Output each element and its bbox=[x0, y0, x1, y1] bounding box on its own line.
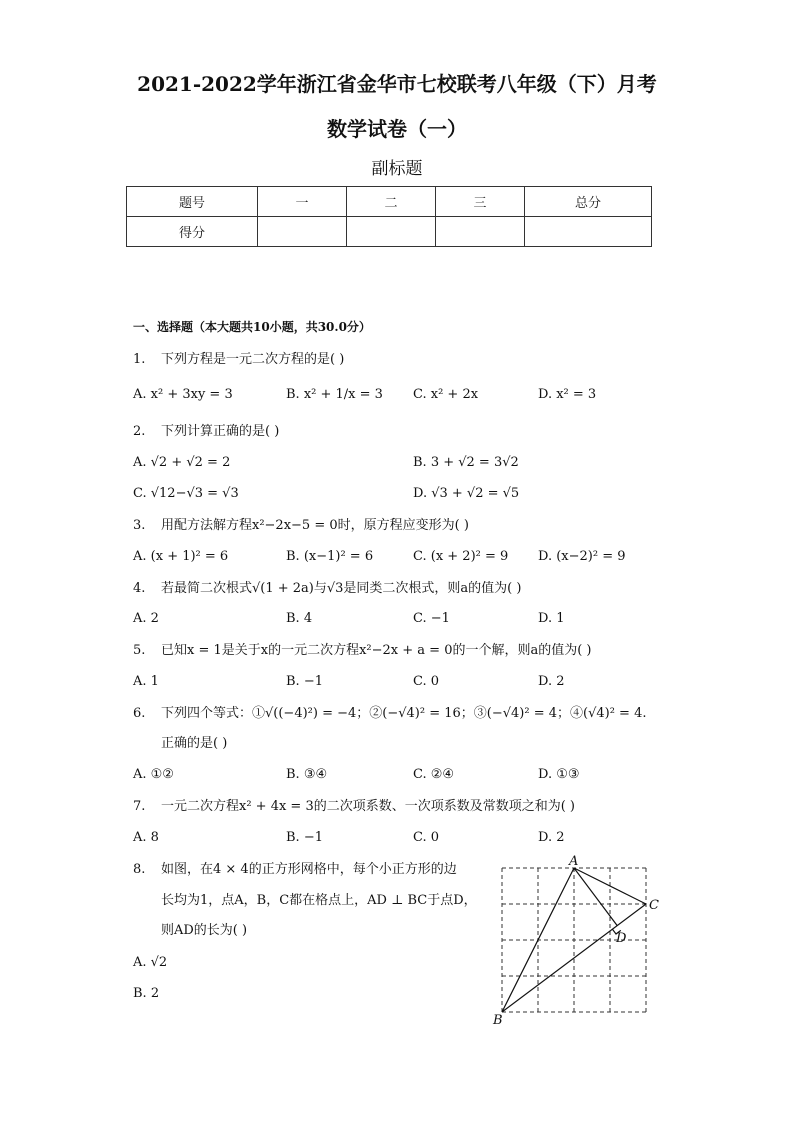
label-d: D bbox=[616, 931, 627, 946]
question-stem-continued: 长均为1，点A，B，C都在格点上，AD ⊥ BC于点D， bbox=[161, 893, 477, 908]
option-b[interactable]: B. 4 bbox=[286, 611, 313, 626]
subtitle: 副标题 bbox=[371, 159, 423, 179]
option-b[interactable]: B. x² + 1/x = 3 bbox=[286, 387, 383, 402]
score-input-cell[interactable] bbox=[258, 217, 347, 247]
table-cell: 三 bbox=[436, 187, 525, 217]
option-c[interactable]: C. 0 bbox=[413, 830, 440, 845]
option-d[interactable]: D. 2 bbox=[538, 674, 565, 689]
option-a[interactable]: A. 8 bbox=[133, 830, 159, 845]
section-heading: 一、选择题（本大题共10小题，共30.0分） bbox=[133, 320, 371, 334]
option-a[interactable]: A. ①② bbox=[133, 767, 174, 782]
option-d[interactable]: D. √3 + √2 = √5 bbox=[413, 486, 520, 501]
question-stem: 若最简二次根式√(1 + 2a)与√3是同类二次根式，则a的值为( ) bbox=[161, 581, 522, 596]
document-title-line2: 数学试卷（一） bbox=[327, 117, 467, 141]
question-number: 7. bbox=[133, 799, 146, 814]
table-cell: 题号 bbox=[127, 187, 258, 217]
option-d[interactable]: D. x² = 3 bbox=[538, 387, 597, 402]
option-a[interactable]: A. √2 + √2 = 2 bbox=[133, 455, 231, 470]
question-number: 2. bbox=[133, 424, 146, 439]
table-cell: 二 bbox=[347, 187, 436, 217]
question-stem-continued: 正确的是( ) bbox=[161, 736, 228, 751]
table-cell: 得分 bbox=[127, 217, 258, 247]
option-c[interactable]: C. x² + 2x bbox=[413, 387, 479, 402]
option-c[interactable]: C. √12−√3 = √3 bbox=[133, 486, 239, 501]
option-a[interactable]: A. 2 bbox=[133, 611, 159, 626]
grid-figure bbox=[488, 850, 668, 1030]
question-stem: 已知x = 1是关于x的一元二次方程x²−2x + a = 0的一个解，则a的值为( ) bbox=[161, 643, 592, 658]
label-a: A bbox=[569, 854, 579, 869]
question-stem: 一元二次方程x² + 4x = 3的二次项系数、一次项系数及常数项之和为( ) bbox=[161, 799, 576, 814]
option-c[interactable]: C. −1 bbox=[413, 611, 450, 626]
question-number: 6. bbox=[133, 706, 146, 721]
option-b[interactable]: B. 2 bbox=[133, 986, 160, 1001]
option-a[interactable]: A. x² + 3xy = 3 bbox=[133, 387, 233, 402]
question-number: 8. bbox=[133, 862, 146, 877]
option-c[interactable]: C. ②④ bbox=[413, 767, 455, 782]
segment-ad bbox=[574, 868, 617, 926]
score-input-cell[interactable] bbox=[347, 217, 436, 247]
question-stem: 下列四个等式：①√((−4)²) = −4；②(−√4)² = 16；③(−√4)² = 4；④(√4)² = 4. bbox=[161, 706, 647, 721]
option-d[interactable]: D. 2 bbox=[538, 830, 565, 845]
option-b[interactable]: B. ③④ bbox=[286, 767, 328, 782]
option-a[interactable]: A. (x + 1)² = 6 bbox=[133, 549, 229, 564]
question-number: 5. bbox=[133, 643, 146, 658]
score-input-cell[interactable] bbox=[436, 217, 525, 247]
option-c[interactable]: C. (x + 2)² = 9 bbox=[413, 549, 509, 564]
option-b[interactable]: B. −1 bbox=[286, 674, 323, 689]
question-number: 3. bbox=[133, 518, 146, 533]
option-b[interactable]: B. (x−1)² = 6 bbox=[286, 549, 374, 564]
label-c: C bbox=[649, 898, 659, 913]
score-table bbox=[126, 186, 652, 247]
table-cell: 总分 bbox=[525, 187, 652, 217]
option-b[interactable]: B. 3 + √2 = 3√2 bbox=[413, 455, 519, 470]
score-input-cell[interactable] bbox=[525, 217, 652, 247]
table-cell: 一 bbox=[258, 187, 347, 217]
label-b: B bbox=[493, 1013, 503, 1028]
question-number: 1. bbox=[133, 352, 146, 367]
option-c[interactable]: C. 0 bbox=[413, 674, 440, 689]
document-title-line1: 2021-2022学年浙江省金华市七校联考八年级（下）月考 bbox=[137, 72, 657, 96]
option-a[interactable]: A. 1 bbox=[133, 674, 159, 689]
question-stem: 如图，在4 × 4的正方形网格中，每个小正方形的边 bbox=[161, 862, 457, 877]
option-d[interactable]: D. (x−2)² = 9 bbox=[538, 549, 626, 564]
option-d[interactable]: D. 1 bbox=[538, 611, 565, 626]
question-stem-continued: 则AD的长为( ) bbox=[161, 923, 248, 938]
question-stem: 下列方程是一元二次方程的是( ) bbox=[161, 352, 345, 367]
option-b[interactable]: B. −1 bbox=[286, 830, 323, 845]
question-stem: 用配方法解方程x²−2x−5 = 0时，原方程应变形为( ) bbox=[161, 518, 469, 533]
option-a[interactable]: A. √2 bbox=[133, 955, 168, 970]
table-row bbox=[127, 187, 652, 217]
question-number: 4. bbox=[133, 581, 146, 596]
question-stem: 下列计算正确的是( ) bbox=[161, 424, 280, 439]
table-row bbox=[127, 217, 652, 247]
option-d[interactable]: D. ①③ bbox=[538, 767, 580, 782]
